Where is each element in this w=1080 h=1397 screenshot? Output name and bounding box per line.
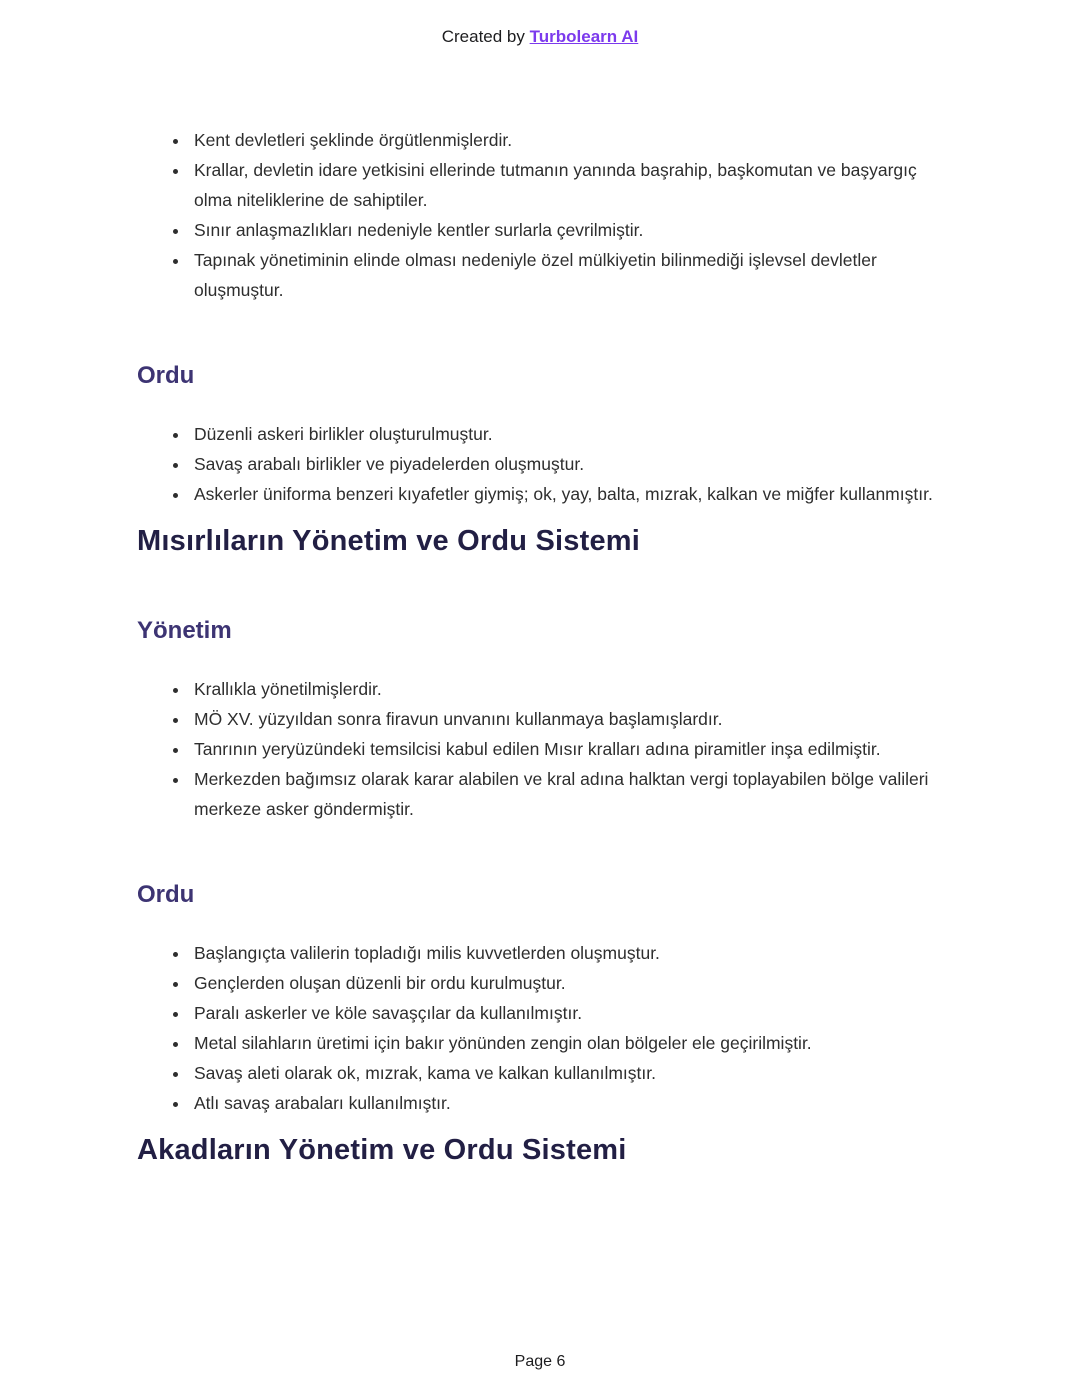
heading-ordu-1: Ordu [137, 362, 195, 389]
list-item: • Savaş aleti olarak ok, mızrak, kama ve kalkan kullanılmıştır. [190, 1058, 943, 1088]
list-item: • Paralı askerler ve köle savaşçılar da kullanılmıştır. [190, 998, 943, 1028]
list-item: • Askerler üniforma benzeri kıyafetler giymiş; ok, yay, balta, mızrak, kalkan ve miğfer kullanmıştır. [190, 479, 943, 509]
misir-yonetim-list [137, 674, 943, 824]
heading-misirlilar: Mısırlıların Yönetim ve Ordu Sistemi [137, 525, 641, 557]
page-number: Page 6 [514, 1353, 566, 1370]
turbolearn-link[interactable]: Turbolearn AI [529, 27, 639, 46]
list-item: • Metal silahların üretimi için bakır yönünden zengin olan bölgeler ele geçirilmiştir. [190, 1028, 943, 1058]
document-content [137, 125, 943, 1169]
list-item: • Savaş arabalı birlikler ve piyadelerden oluşmuştur. [190, 449, 943, 479]
list-item: • Başlangıçta valilerin topladığı milis kuvvetlerden oluşmuştur. [190, 938, 943, 968]
sumer-yonetim-list [137, 125, 943, 305]
list-item: • Atlı savaş arabaları kullanılmıştır. [190, 1088, 943, 1118]
misir-ordu-list [137, 938, 943, 1118]
heading-ordu-2: Ordu [137, 881, 195, 908]
page-footer [0, 1353, 1080, 1371]
page-header [0, 0, 1080, 47]
created-by-text: Created by [441, 27, 530, 46]
list-item: • Gençlerden oluşan düzenli bir ordu kurulmuştur. [190, 968, 943, 998]
list-item: • MÖ XV. yüzyıldan sonra firavun unvanını kullanmaya başlamışlardır. [190, 704, 943, 734]
list-item: • Krallar, devletin idare yetkisini ellerinde tutmanın yanında başrahip, başkomutan ve başyargıç olma niteliklerine de sahiptiler. [190, 155, 943, 215]
list-item: • Tanrının yeryüzündeki temsilcisi kabul edilen Mısır kralları adına piramitler inşa edilmiştir. [190, 734, 943, 764]
list-item: • Krallıkla yönetilmişlerdir. [190, 674, 943, 704]
list-item: • Sınır anlaşmazlıkları nedeniyle kentler surlarla çevrilmiştir. [190, 215, 943, 245]
list-item: • Tapınak yönetiminin elinde olması nedeniyle özel mülkiyetin bilinmediği işlevsel devletler oluşmuştur. [190, 245, 943, 305]
heading-akadlar: Akadların Yönetim ve Ordu Sistemi [137, 1134, 627, 1166]
sumer-ordu-list [137, 419, 943, 509]
list-item: • Merkezden bağımsız olarak karar alabilen ve kral adına halktan vergi toplayabilen bölge valileri merkeze asker göndermiştir. [190, 764, 943, 824]
list-item: • Kent devletleri şeklinde örgütlenmişlerdir. [190, 125, 943, 155]
list-item: • Düzenli askeri birlikler oluşturulmuştur. [190, 419, 943, 449]
heading-yonetim: Yönetim [137, 617, 232, 644]
